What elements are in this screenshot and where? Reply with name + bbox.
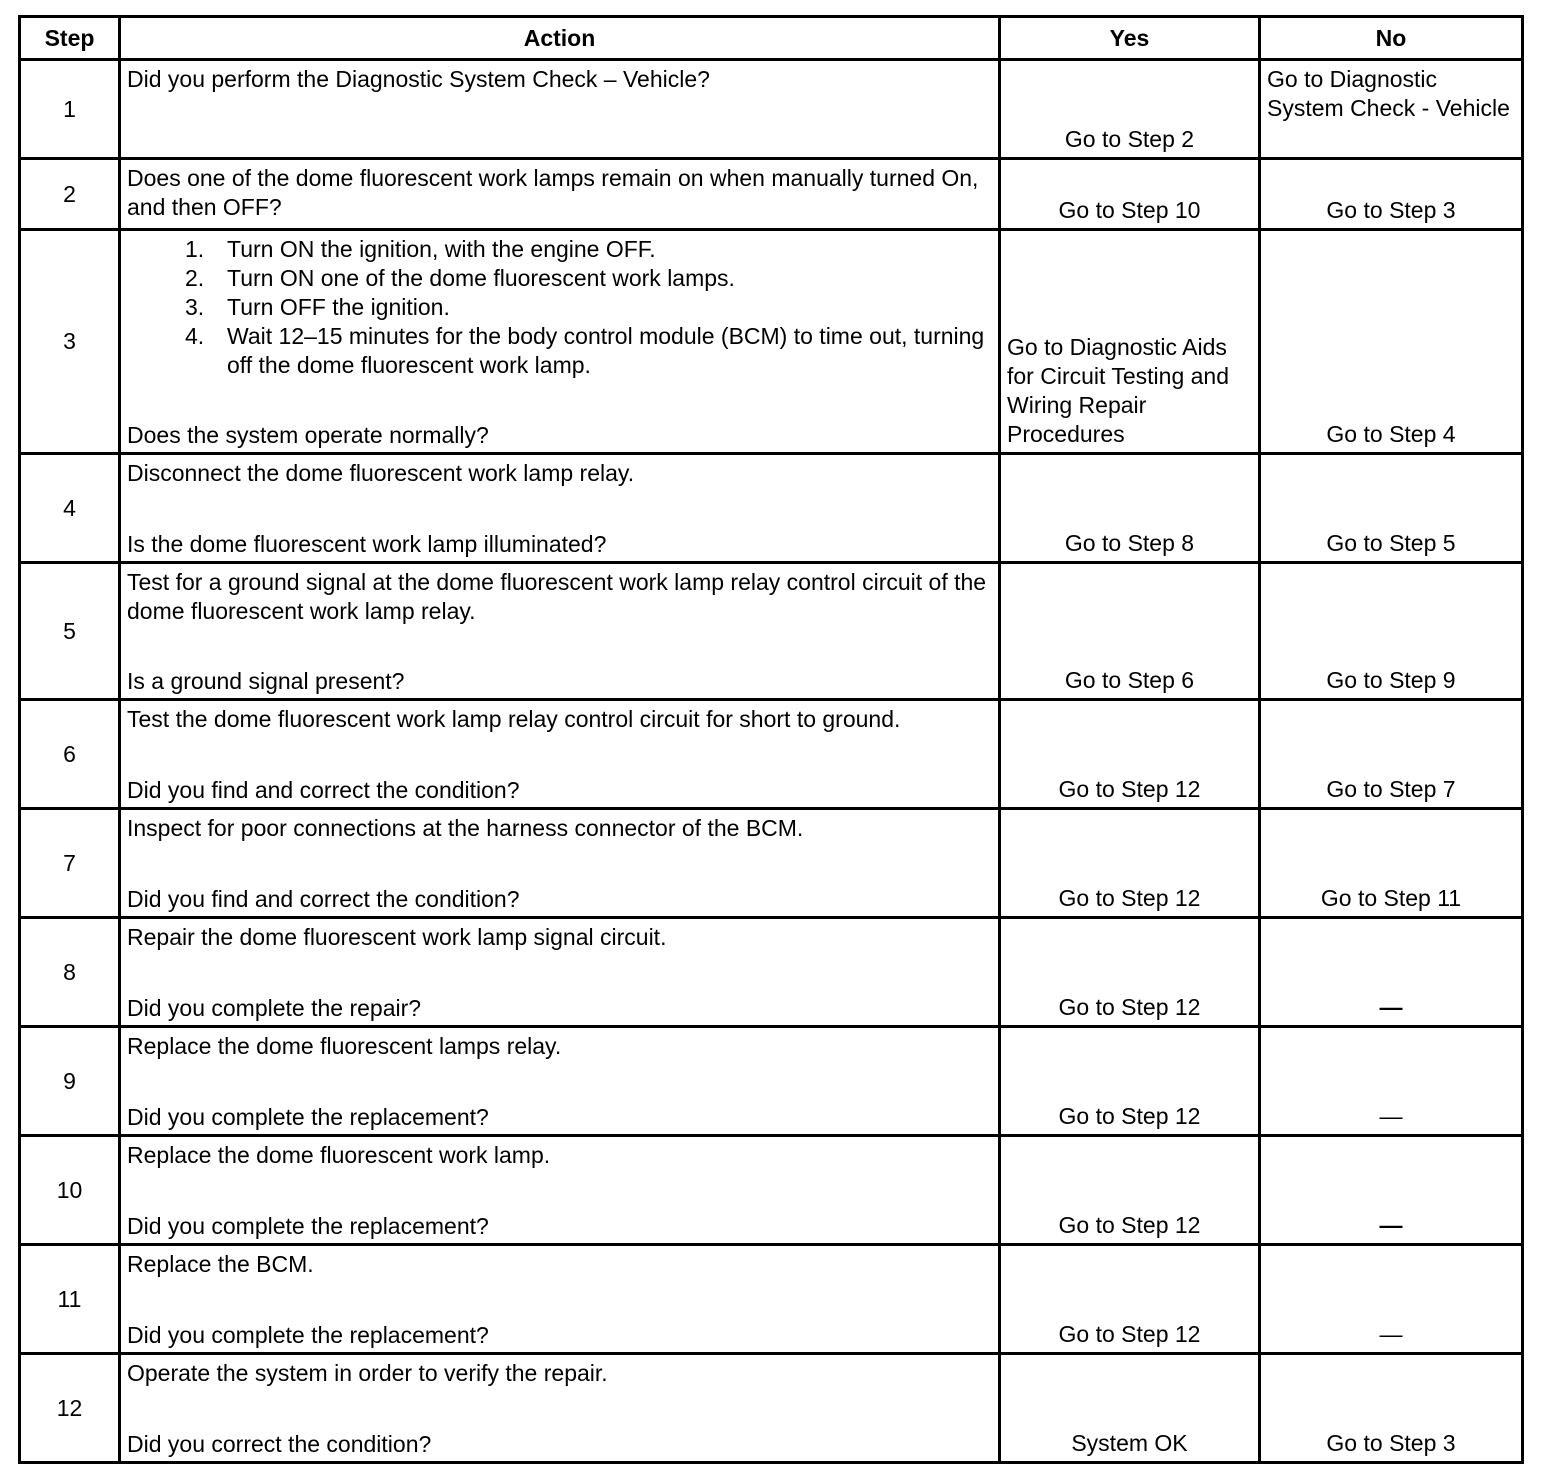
question-text: Did you complete the replacement? [127, 1104, 489, 1130]
yes-cell: Go to Step 2 [1000, 60, 1260, 159]
no-cell: Go to Step 7 [1260, 700, 1523, 809]
question-text: Is a ground signal present? [127, 668, 405, 694]
action-cell [120, 700, 1000, 809]
table-row [20, 454, 1523, 563]
table-row [20, 1027, 1523, 1136]
table-row [20, 1245, 1523, 1354]
no-cell: — [1260, 1136, 1523, 1245]
list-item: Turn OFF the ignition. [227, 294, 450, 320]
action-cell [120, 230, 1000, 454]
action-cell [120, 809, 1000, 918]
header-step: Step [20, 17, 120, 60]
diagnostic-table [18, 15, 1524, 1464]
table-row [20, 1354, 1523, 1463]
action-text: Test the dome fluorescent work lamp relay control circuit for short to ground. [127, 706, 901, 732]
step-number: 9 [20, 1027, 120, 1136]
action-text: Operate the system in order to verify the repair. [127, 1360, 608, 1386]
no-cell: — [1260, 918, 1523, 1027]
step-number: 1 [20, 60, 120, 159]
table-row [20, 1136, 1523, 1245]
step-number: 12 [20, 1354, 120, 1463]
yes-cell: System OK [1000, 1354, 1260, 1463]
step-number: 4 [20, 454, 120, 563]
yes-cell: Go to Diagnostic Aids for Circuit Testing and Wiring Repair Procedures [1000, 230, 1260, 454]
yes-cell: Go to Step 8 [1000, 454, 1260, 563]
step-number: 7 [20, 809, 120, 918]
table-row [20, 918, 1523, 1027]
no-cell: Go to Step 9 [1260, 563, 1523, 700]
action-cell [120, 1136, 1000, 1245]
step-number: 10 [20, 1136, 120, 1245]
action-text: Disconnect the dome fluorescent work lamp relay. [127, 460, 635, 486]
list-item: Turn ON one of the dome fluorescent work lamps. [227, 265, 735, 291]
action-cell [120, 1027, 1000, 1136]
yes-cell: Go to Step 12 [1000, 1136, 1260, 1245]
table-row [20, 60, 1523, 159]
no-cell: Go to Step 5 [1260, 454, 1523, 563]
step-number: 3 [20, 230, 120, 454]
action-text: Inspect for poor connections at the harness connector of the BCM. [127, 815, 804, 841]
action-cell [120, 563, 1000, 700]
no-cell: — [1260, 1245, 1523, 1354]
no-cell: Go to Step 3 [1260, 1354, 1523, 1463]
yes-cell: Go to Step 12 [1000, 918, 1260, 1027]
question-text: Did you find and correct the condition? [127, 777, 520, 803]
step-number: 11 [20, 1245, 120, 1354]
header-action: Action [120, 17, 1000, 60]
header-no: No [1260, 17, 1523, 60]
question-text: Did you find and correct the condition? [127, 886, 520, 912]
action-cell [120, 60, 1000, 159]
step-number: 2 [20, 159, 120, 230]
action-cell [120, 918, 1000, 1027]
action-text: Repair the dome fluorescent work lamp signal circuit. [127, 924, 667, 950]
no-cell: Go to Step 11 [1260, 809, 1523, 918]
action-text: Replace the dome fluorescent work lamp. [127, 1142, 551, 1168]
yes-cell: Go to Step 12 [1000, 700, 1260, 809]
action-cell [120, 1245, 1000, 1354]
action-cell [120, 1354, 1000, 1463]
list-item: Turn ON the ignition, with the engine OFF. [227, 236, 656, 262]
question-text: Did you complete the replacement? [127, 1322, 489, 1348]
action-cell [120, 159, 1000, 230]
action-text: Does one of the dome fluorescent work lamps remain on when manually turned On, and then OFF? [127, 165, 979, 220]
no-cell: Go to Diagnostic System Check - Vehicle [1260, 60, 1523, 159]
procedure-list [127, 235, 998, 380]
action-text: Did you perform the Diagnostic System Check – Vehicle? [127, 66, 710, 92]
action-cell [120, 454, 1000, 563]
step-number: 6 [20, 700, 120, 809]
table-row [20, 563, 1523, 700]
yes-cell: Go to Step 12 [1000, 1245, 1260, 1354]
step-number: 8 [20, 918, 120, 1027]
question-text: Does the system operate normally? [127, 422, 489, 448]
yes-cell: Go to Step 10 [1000, 159, 1260, 230]
header-yes: Yes [1000, 17, 1260, 60]
no-cell: — [1260, 1027, 1523, 1136]
yes-cell: Go to Step 12 [1000, 1027, 1260, 1136]
question-text: Did you complete the repair? [127, 995, 422, 1021]
action-text: Replace the BCM. [127, 1251, 314, 1277]
no-cell: Go to Step 3 [1260, 159, 1523, 230]
table-row [20, 159, 1523, 230]
question-text: Did you correct the condition? [127, 1431, 432, 1457]
table-row [20, 700, 1523, 809]
no-cell: Go to Step 4 [1260, 230, 1523, 454]
table-row [20, 230, 1523, 454]
question-text: Is the dome fluorescent work lamp illuminated? [127, 531, 607, 557]
list-item: Wait 12–15 minutes for the body control module (BCM) to time out, turning off the dome fluorescent work lamp. [227, 323, 985, 378]
action-text: Test for a ground signal at the dome fluorescent work lamp relay control circuit of the dome fluorescent work lamp relay. [127, 569, 987, 624]
step-number: 5 [20, 563, 120, 700]
yes-cell: Go to Step 12 [1000, 809, 1260, 918]
header-row [20, 17, 1523, 60]
action-text: Replace the dome fluorescent lamps relay. [127, 1033, 562, 1059]
table-row [20, 809, 1523, 918]
question-text: Did you complete the replacement? [127, 1213, 489, 1239]
yes-cell: Go to Step 6 [1000, 563, 1260, 700]
